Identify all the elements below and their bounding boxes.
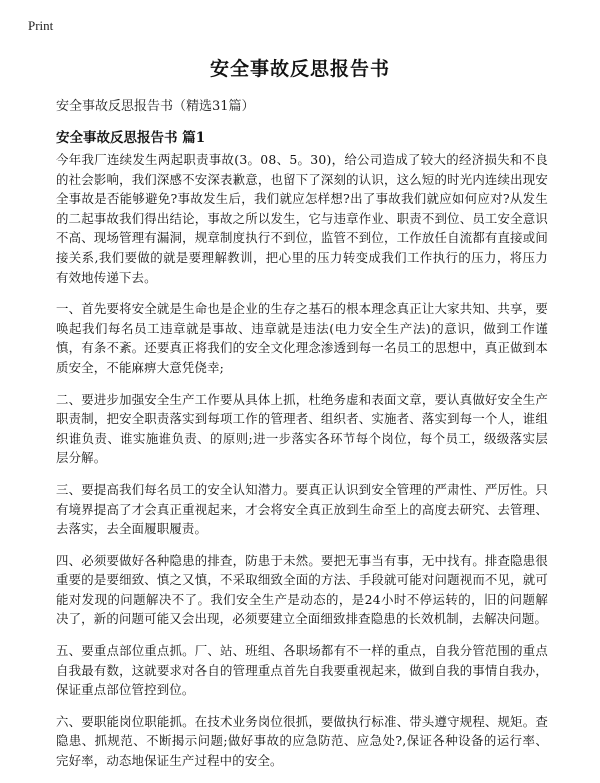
- paragraph-4: 四、必须要做好各种隐患的排查，防患于未然。要把无事当有事，无中找有。排查隐患很重要的是要细致、慎之又慎，不采取细致全面的方法、手段就可能对问题视而不见，就可能对发现的问题解决不了。我们安全生产是动态的，是24小时不停运转的，旧的问题解决了，新的问题可能又会出现，必须要建立全面细致排查隐患的长效机制，去解决问题。: [56, 552, 548, 627]
- article-body: [56, 150, 548, 783]
- paragraph-intro: 今年我厂连续发生两起职责事故(3。08、5。30)，给公司造成了较大的经济损失和不良的社会影响，我们深感不安深表歉意，也留下了深刻的认识，这么短的时光内连续出现安全事故是否能够避免?事故发生后，我们就应怎样想?出了事故我们就应如何应对?从发生的二起事故我们得出结论，事故之所以发生，它与违章作业、职责不到位、员工安全意识不高、现场管理有漏洞，规章制度执行不到位，监管不到位，工作放任自流都有直接或间接关系,我们要做的就是要理解教训，把心里的压力转变成我们工作执行的压力，将压力有效地传递下去。: [56, 152, 548, 285]
- doc-subtitle: 安全事故反思报告书（精选31篇）: [56, 99, 255, 114]
- print-link[interactable]: Print: [28, 18, 54, 33]
- page-title: 安全事故反思报告书: [209, 58, 390, 80]
- paragraph-6: 六、要职能岗位职能抓。在技术业务岗位很抓，要做执行标准、带头遵守规程、规矩。查隐患、抓规范、不断揭示问题;做好事故的应急防范、应急处?,保证各种设备的运行率、完好率，动态地保证生产过程中的安全。: [56, 713, 548, 769]
- paragraph-2: 二、要进步加强安全生产工作要从具体上抓，杜绝务虚和表面文章，要认真做好安全生产职责制，把安全职责落实到每项工作的管理者、组织者、实施者、落实到每一个人，谁组织谁负责、谁实施谁负责、的原则;进一步落实各环节每个岗位，每个员工，级级落实层层分解。: [56, 391, 548, 466]
- paragraph-5: 五、要重点部位重点抓。厂、站、班组、各职场都有不一样的重点，自我分管范围的重点自我最有数，这就要求对各自的管理重点首先自我要重视起来，做到自我的事情自我办，保证重点部位管控到位。: [56, 643, 548, 698]
- paragraph-3: 三、要提高我们每名员工的安全认知潜力。要真正认识到安全管理的严肃性、严厉性。只有境界提高了才会真正重视起来，才会将安全真正放到生命至上的高度去研究、去管理、去落实，去全面履职履责。: [56, 481, 548, 537]
- paragraph-1: 一、首先要将安全就是生命也是企业的生存之基石的根本理念真正让大家共知、共享，要唤起我们每名员工违章就是事故、违章就是违法(电力安全生产法)的意识，做到工作谨慎，有条不紊。还要真正将我们的安全文化理念渗透到每一名员工的思想中，真正做到本质安全，不能麻痹大意凭侥幸;: [56, 301, 548, 375]
- section-heading: 安全事故反思报告书 篇1: [56, 130, 206, 146]
